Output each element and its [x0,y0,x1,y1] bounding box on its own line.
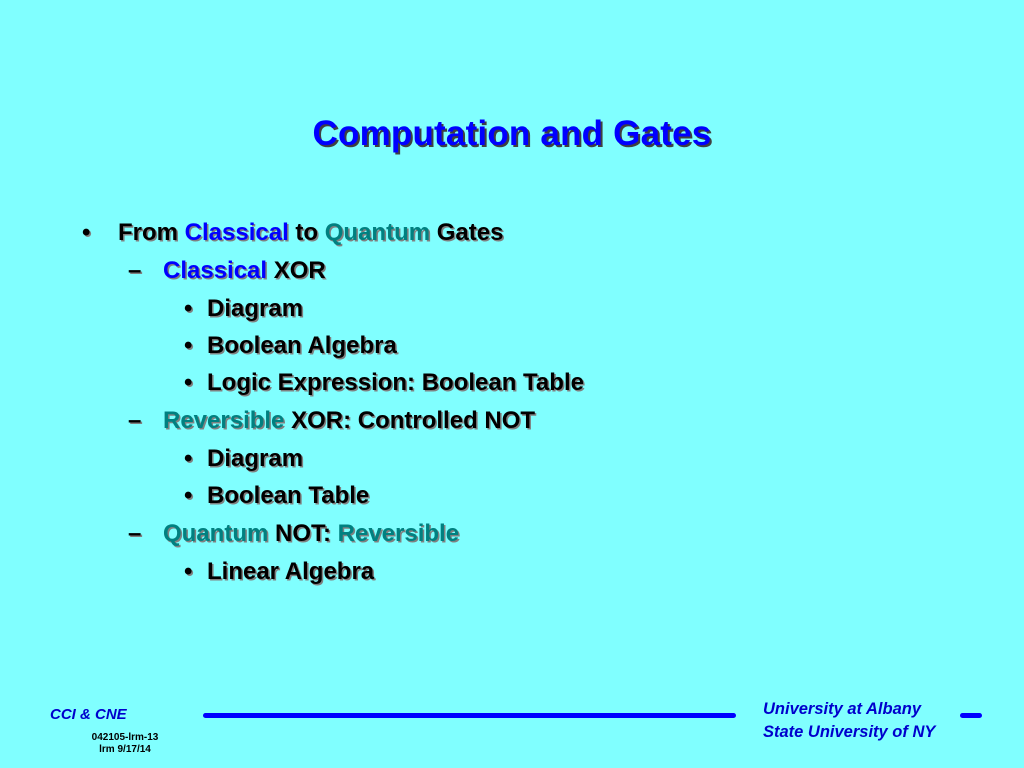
bullet-marker: • [184,295,193,322]
footer-code-line2: lrm 9/17/14 [99,744,151,755]
bullet-text [163,257,326,285]
slide-title: Computation and Gates [312,114,712,153]
bullet-marker: • [184,482,193,509]
text-reversible: Reversible [163,407,285,434]
dash-marker: – [128,257,142,284]
footer-university-line2: State University of NY [763,723,936,741]
text-to: to [288,219,325,246]
text-from: From [118,219,185,246]
bullet-text: Boolean Table [207,482,370,509]
footer-university-line1: University at Albany [763,700,922,718]
text-xor: XOR [267,257,326,284]
text-classical: Classical [163,257,268,284]
bullet-text: Diagram [207,445,304,472]
dash-marker: – [128,407,142,434]
bullet-marker: • [82,219,91,246]
text-reversible: Reversible [337,520,460,547]
bullet-text [163,520,459,548]
bullet-marker: • [184,445,193,472]
text-xor-controlled-not: XOR: Controlled NOT [284,407,536,434]
bullet-text: Logic Expression: Boolean Table [207,369,584,396]
footer-rule-short [960,713,982,718]
bullet-text: Diagram [207,295,304,322]
bullet-text: Linear Algebra [207,558,375,585]
footer-code-line1: 042105-lrm-13 [91,732,159,743]
text-not: NOT: [268,520,338,547]
text-classical: Classical [184,219,289,246]
text-quantum: Quantum [163,520,269,547]
bullet-text [163,407,535,435]
text-quantum: Quantum [324,219,431,246]
bullet-marker: • [184,369,193,396]
footer-rule [203,713,736,718]
bullet-text: Boolean Algebra [207,332,397,359]
footer-org: CCI & CNE [50,706,127,723]
bullet-marker: • [184,558,193,585]
text-gates: Gates [430,219,504,246]
bullet-marker: • [184,332,193,359]
dash-marker: – [128,520,142,547]
bullet-text [118,219,503,247]
footer-university [763,698,935,744]
